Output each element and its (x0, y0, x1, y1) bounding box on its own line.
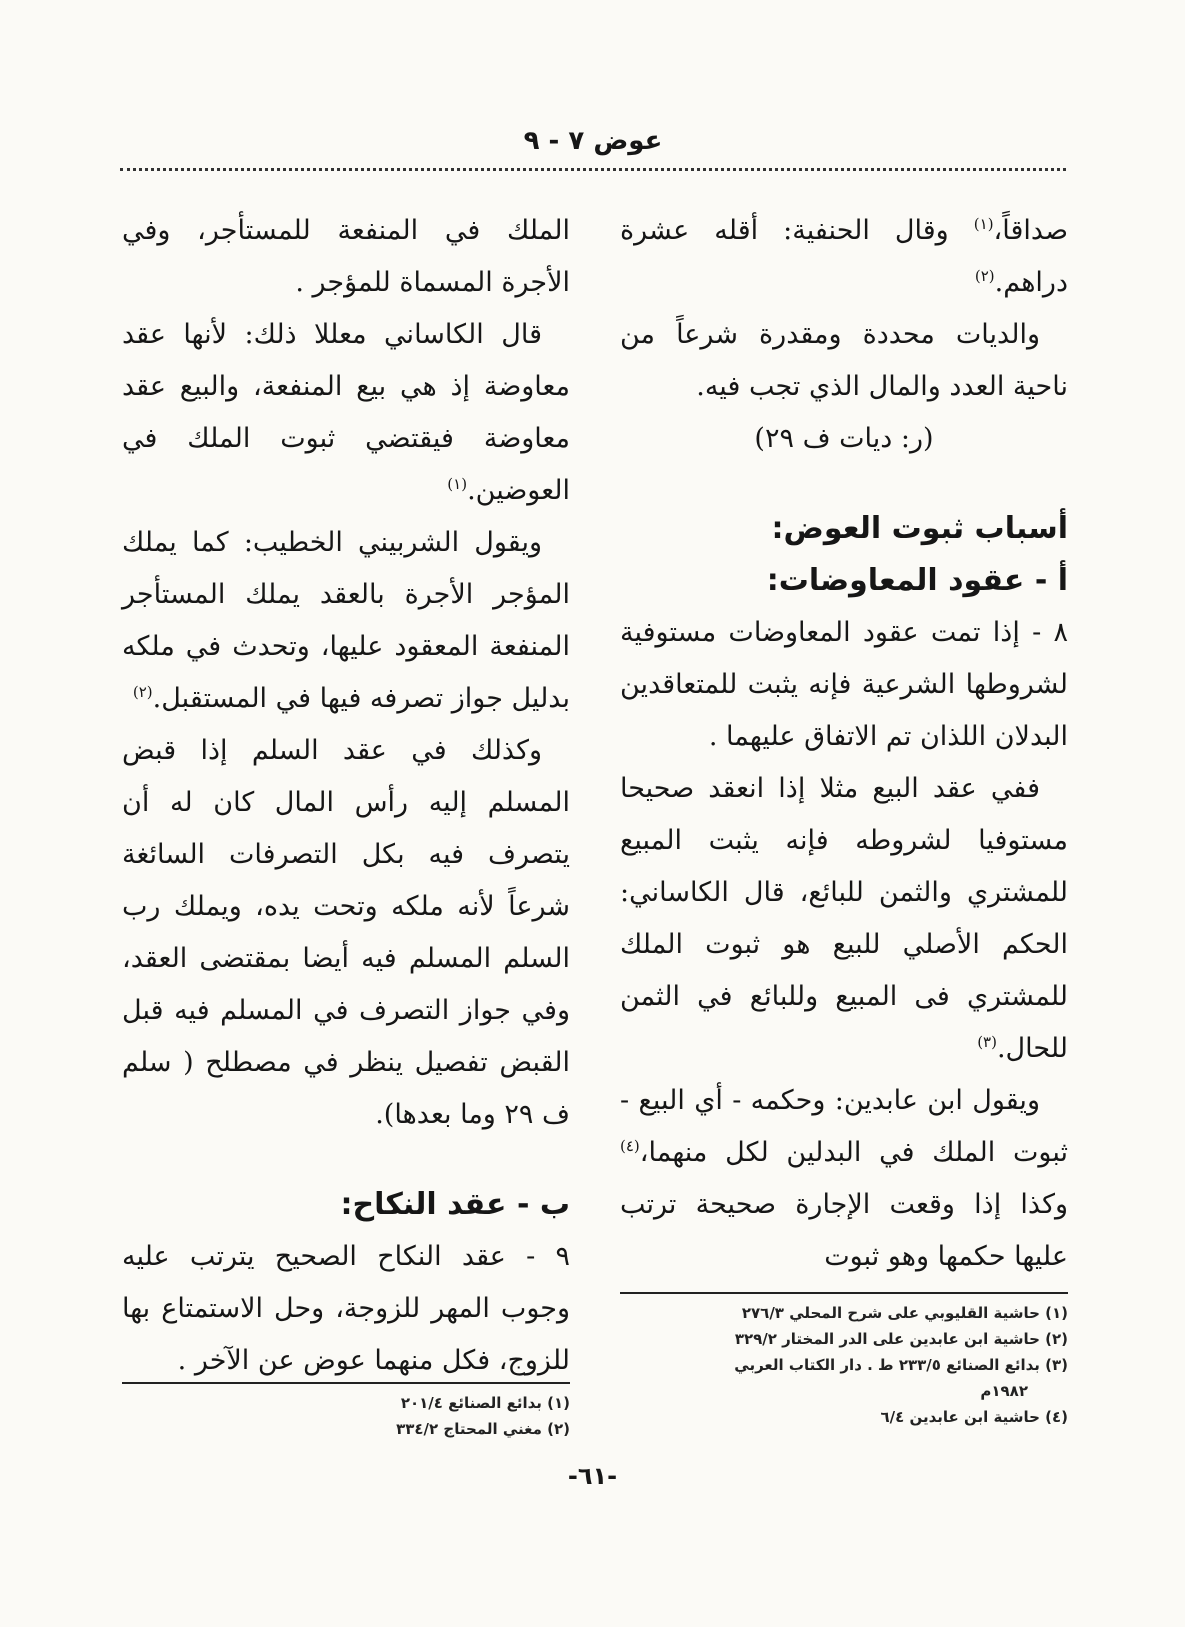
subsection-heading: ب - عقد النكاح: (340, 1187, 570, 1222)
page-header (120, 118, 1066, 171)
footnote: (٣) بدائع الصنائع ٢٣٣/٥ ط . دار الكتاب العربي (734, 1356, 1068, 1374)
footnote-rule (620, 1292, 1068, 1294)
page-title: عوض ٧ - ٩ (523, 126, 663, 156)
paragraph (122, 309, 570, 517)
paragraph: والديات محددة ومقدرة شرعاً من ناحية العدد والمال الذي تجب فيه. (620, 319, 1068, 402)
subsection-heading: أ - عقود المعاوضات: (766, 563, 1068, 598)
footnote: ١٩٨٢م (980, 1382, 1028, 1400)
footnote: (١) بدائع الصنائع ٢٠١/٤ (400, 1394, 570, 1412)
paragraph (620, 763, 1068, 1075)
text: ففي عقد البيع مثلا إذا انعقد صحيحا مستوفيا لشروطه فإنه يثبت المبيع للمشتري والثمن للبائع، قال الكاساني: الحكم الأصلي للبيع هو ثبوت الملك للمشتري فى المبيع وللبائع في الثمن للحال. (620, 773, 1068, 1064)
left-column (122, 205, 570, 1387)
footnotes-right (620, 1300, 1068, 1430)
text: وقال الحنفية: أقله عشرة دراهم. (620, 215, 1068, 298)
footnote-ref[interactable]: (٢) (974, 267, 995, 285)
paragraph: ٨ - إذا تمت عقود المعاوضات مستوفية لشروطها الشرعية فإنه يثبت للمتعاقدين البدلان اللذان تم الاتفاق عليهما . (620, 617, 1068, 752)
cross-reference: (ر: ديات ف ٢٩) (754, 423, 934, 454)
footnote-ref[interactable]: (١) (973, 215, 994, 233)
text: صداقاً، (993, 215, 1068, 246)
text: ويقول الشربيني الخطيب: كما يملك المؤجر الأجرة بالعقد يملك المستأجر المنفعة المعقود عليها، وتحدث في ملكه بدليل جواز تصرفه فيها في المستقبل. (122, 527, 570, 714)
paragraph: وكذلك في عقد السلم إذا قبض المسلم إليه رأس المال كان له أن يتصرف فيه بكل التصرفات السائغة شرعاً لأنه ملكه وتحت يده، ويملك رب السلم المسلم فيه أيضا بمقتضى العقد، وفي جواز التصرف في المسلم فيه قبل القبض تفصيل ينظر في مصطلح ( سلم ف ٢٩ وما بعدها). (122, 735, 570, 1130)
paragraph (122, 517, 570, 725)
footnote-ref[interactable]: (١) (447, 475, 468, 493)
footnote: (١) حاشية القليوبي على شرح المحلي ٢٧٦/٣ (741, 1304, 1068, 1322)
paragraph (620, 1075, 1068, 1283)
paragraph: ٩ - عقد النكاح الصحيح يترتب عليه وجوب المهر للزوجة، وحل الاستمتاع بها للزوج، فكل منهما عوض عن الآخر . (122, 1241, 570, 1376)
footnote-ref[interactable]: (٤) (620, 1137, 640, 1155)
footnote: (٤) حاشية ابن عابدين ٦/٤ (880, 1408, 1068, 1426)
footnote-rule (122, 1382, 570, 1384)
footnote-ref[interactable]: (٢) (132, 683, 153, 701)
footnote: (٢) حاشية ابن عابدين على الدر المختار ٣٢٩/٢ (734, 1330, 1068, 1348)
footnote-ref[interactable]: (٣) (977, 1033, 997, 1051)
footnote: (٢) مغني المحتاج ٣٣٤/٢ (396, 1420, 570, 1438)
page-number: -٦١- (567, 1462, 618, 1490)
right-column (620, 205, 1068, 1283)
paragraph (620, 205, 1068, 309)
text: قال الكاساني معللا ذلك: لأنها عقد معاوضة إذ هي بيع المنفعة، والبيع عقد معاوضة فيقتضي ثبوت الملك في العوضين. (122, 319, 570, 506)
paragraph: الملك في المنفعة للمستأجر، وفي الأجرة المسماة للمؤجر . (122, 215, 570, 298)
section-heading: أسباب ثبوت العوض: (771, 511, 1068, 546)
text: وكذا إذا وقعت الإجارة صحيحة ترتب عليها حكمها وهو ثبوت (620, 1189, 1068, 1272)
footnotes-left (122, 1390, 570, 1442)
text: ويقول ابن عابدين: وحكمه - أي البيع - ثبوت الملك في البدلين لكل منهما، (620, 1085, 1068, 1168)
